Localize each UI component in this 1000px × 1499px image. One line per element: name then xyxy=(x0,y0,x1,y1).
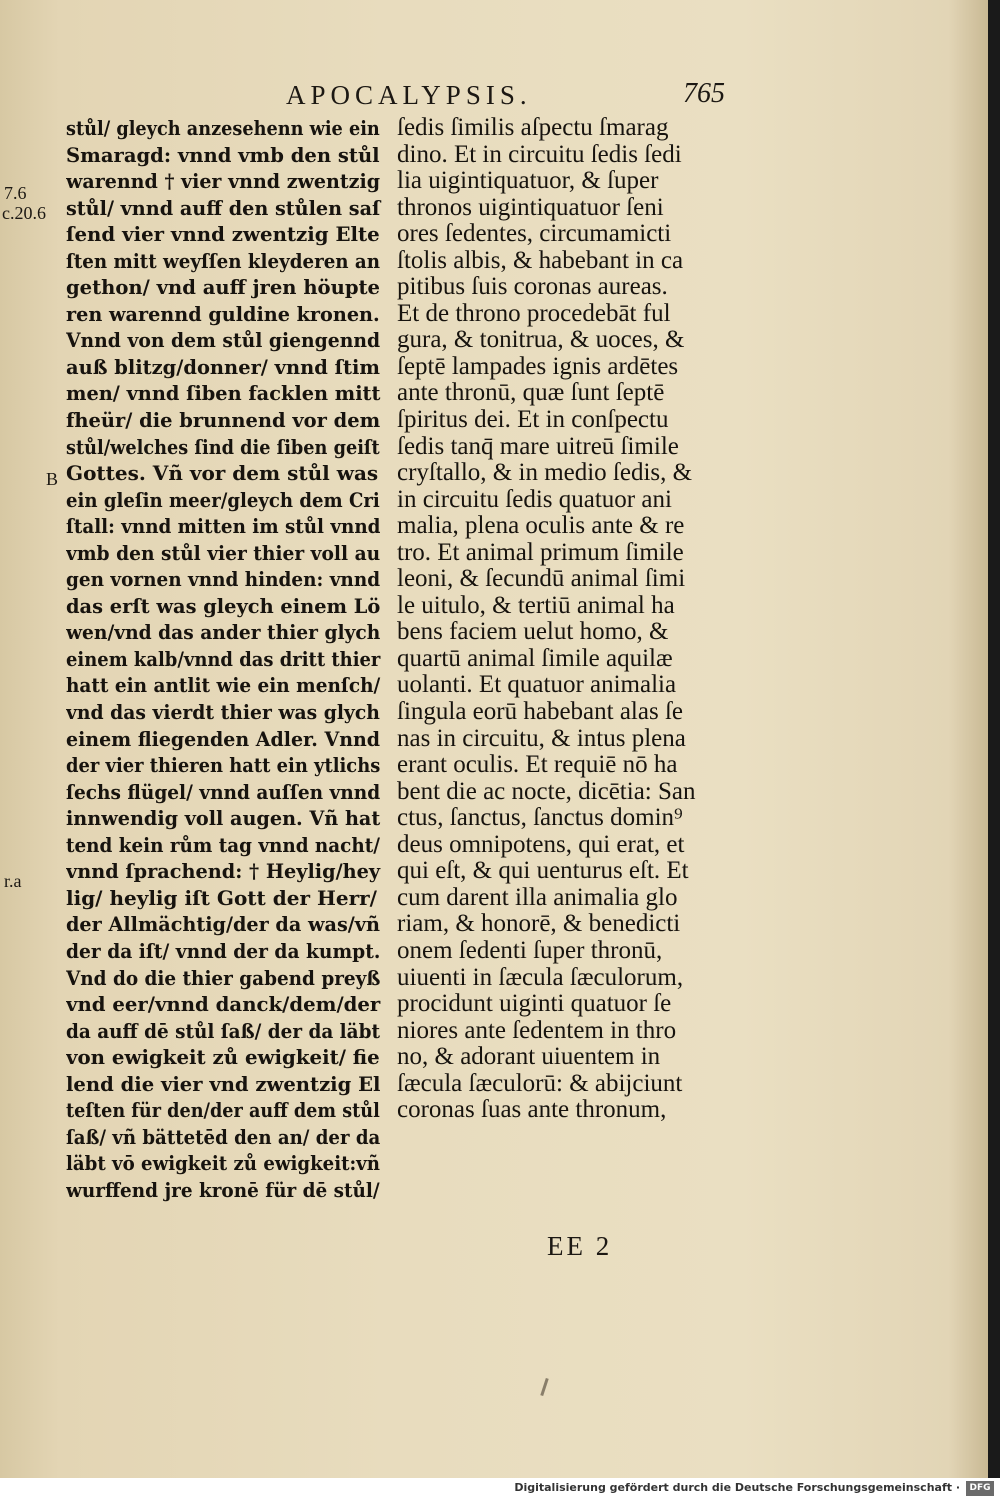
text-line: Vnnd von dem stůl giengennd xyxy=(66,328,381,353)
text-line: läbt vō ewigkeit zů ewigkeit:vñ xyxy=(66,1151,380,1176)
text-line: coronas ſuas ante thronum, xyxy=(397,1097,667,1124)
text-line: tro. Et animal primum ſimile xyxy=(397,539,684,566)
text-line: bent die ac nocte, dicētia: San xyxy=(397,778,696,805)
text-line: warennd † vier vnnd zwentzig xyxy=(66,169,380,194)
text-line: einem kalb/vnnd das dritt thier xyxy=(66,646,381,671)
text-line: lia uigintiquatuor, & ſuper xyxy=(397,168,659,195)
text-line: einem fliegenden Adler. Vnnd xyxy=(66,726,381,751)
text-line: der vier thieren hatt ein ytlichs xyxy=(66,753,381,778)
text-line: lig/ heylig iſt Gott der Herr/ xyxy=(66,885,377,910)
text-line: vnnd ſprachend: † Heylig/hey xyxy=(66,859,381,884)
text-line: ſedis ſimilis aſpectu ſmarag xyxy=(397,115,669,141)
text-line: Vnd do die thier gabend preyß xyxy=(66,965,381,990)
text-line: der Allmächtig/der da was/vñ xyxy=(66,912,380,937)
text-line: erant oculis. Et requiē nō ha xyxy=(397,752,678,779)
text-line: riam, & honorē, & benedicti xyxy=(397,911,681,938)
text-line: Gottes. Vñ vor dem stůl was xyxy=(66,461,379,486)
text-line: ſpiritus dei. Et in conſpectu xyxy=(397,407,669,434)
text-line: leoni, & ſecundū animal ſimi xyxy=(397,566,686,593)
text-line: ſtolis albis, & habebant in ca xyxy=(397,247,684,274)
text-line: wurffend jre kronē für dē stůl/ xyxy=(66,1177,380,1202)
text-line: le uitulo, & tertiū animal ha xyxy=(397,592,675,619)
text-line: ſechs flügel/ vnnd auſſen vnnd xyxy=(66,779,381,804)
text-line: ores ſedentes, circumamicti xyxy=(397,221,672,248)
text-line: qui eſt, & qui uenturus eſt. Et xyxy=(397,858,689,885)
text-line: ſend vier vnnd zwentzig Elte xyxy=(66,222,380,247)
text-line: bens faciem uelut homo, & xyxy=(397,619,669,646)
text-line: ſaß/ vñ bättetēd den an/ der da xyxy=(66,1124,381,1149)
text-line: lend die vier vnd zwentzig El xyxy=(66,1071,381,1096)
page-number: 765 xyxy=(683,78,725,109)
text-line: von ewigkeit zů ewigkeit/ fie xyxy=(66,1045,380,1070)
german-text-column xyxy=(66,115,384,1203)
text-line: ren warennd guldine kronen. xyxy=(66,301,380,326)
text-line: hatt ein antlit wie ein menſch/ xyxy=(66,673,381,698)
text-line: thronos uigintiquatuor ſeni xyxy=(397,194,664,221)
text-line: cryſtallo, & in medio ſedis, & xyxy=(397,460,693,487)
text-line: stůl/welches ſind die ſiben geiſt xyxy=(66,434,380,459)
text-line: malia, plena oculis ante & re xyxy=(397,513,685,540)
text-line: ſingula eorū habebant alas ſe xyxy=(397,699,683,726)
margin-note: c.20.6 xyxy=(2,203,46,223)
latin-text-column xyxy=(397,115,719,1124)
text-line: teſten für den/der auff dem stůl xyxy=(66,1098,380,1123)
text-line: cum darent illa animalia glo xyxy=(397,884,678,911)
signature-mark: EE 2 xyxy=(547,1231,613,1261)
ink-mark xyxy=(540,1378,548,1396)
text-line: stůl/ vnnd auff den stůlen saſ xyxy=(66,195,381,220)
text-line: gethon/ vnd auff jren höupte xyxy=(66,275,380,300)
text-line: uiuenti in ſæcula ſæculorum, xyxy=(397,964,684,991)
text-line: das erſt was gleych einem Lö xyxy=(66,593,381,618)
text-line: uolanti. Et quatuor animalia xyxy=(397,672,677,699)
text-line: niores ante ſedentem in thro xyxy=(397,1017,677,1044)
text-line: der da iſt/ vnnd der da kumpt. xyxy=(66,938,381,963)
text-line: pitibus ſuis coronas aureas. xyxy=(397,274,668,301)
running-title: APOCALYPSIS. xyxy=(286,80,532,110)
text-line: ſedis tanq̄ mare uitreū ſimile xyxy=(397,433,679,460)
text-line: quartū animal ſimile aquilæ xyxy=(397,645,673,672)
text-line: tend kein rům tag vnnd nacht/ xyxy=(66,832,380,857)
scan-edge xyxy=(988,0,1000,1478)
text-line: ſten mitt weyſſen kleyderen an xyxy=(66,248,381,273)
text-line: ſeptē lampades ignis ardētes xyxy=(397,353,679,380)
margin-note: 7.6 xyxy=(4,183,27,203)
text-line: nas in circuitu, & intus plena xyxy=(397,725,686,752)
text-line: vnd eer/vnnd danck/dem/der xyxy=(66,992,381,1017)
text-line: in circuitu ſedis quatuor ani xyxy=(397,486,672,513)
margin-note: B xyxy=(46,469,59,489)
text-line: innwendig voll augen. Vñ hat xyxy=(66,806,381,831)
text-line: ſæcula ſæculorū: & abijciunt xyxy=(397,1070,683,1097)
text-line: procidunt uiginti quatuor ſe xyxy=(397,991,672,1018)
text-line: da auff dē stůl ſaß/ der da läbt xyxy=(66,1018,380,1043)
text-line: onem ſedenti ſuper thronū, xyxy=(397,937,663,964)
text-line: vmb den stůl vier thier voll au xyxy=(66,540,381,565)
text-line: gura, & tonitrua, & uoces, & xyxy=(397,327,685,354)
text-line: ein gleſin meer/gleych dem Cri xyxy=(66,487,380,512)
text-line: no, & adorant uiuentem in xyxy=(397,1044,661,1071)
text-line: stůl/ gleych anzesehenn wie ein xyxy=(66,116,380,140)
text-line: men/ vnnd ſiben facklen mitt xyxy=(66,381,381,406)
margin-note: r.a xyxy=(4,871,22,891)
footer-bar xyxy=(0,1478,1000,1499)
text-line: fheür/ die brunnend vor dem xyxy=(66,408,381,433)
footer-credit: Digitalisierung gefördert durch die Deutsche Forschungsgemeinschaft · xyxy=(514,1481,960,1494)
dfg-logo-icon: DFG xyxy=(966,1481,994,1496)
text-line: wen/vnd das ander thier glych xyxy=(66,620,381,645)
text-line: Et de throno procedebāt ful xyxy=(397,300,671,327)
text-line: Smaragd: vnnd vmb den stůl xyxy=(66,142,380,167)
text-line: ante thronū, quæ ſunt ſeptē xyxy=(397,380,665,407)
text-line: ſtall: vnnd mitten im stůl vnnd xyxy=(66,514,381,539)
text-line: auß blitzg/donner/ vnnd ſtim xyxy=(66,354,380,379)
text-line: gen vornen vnnd hinden: vnnd xyxy=(66,567,381,592)
text-line: vnd das vierdt thier was glych xyxy=(66,700,380,725)
text-line: dino. Et in circuitu ſedis ſedi xyxy=(397,141,682,168)
text-line: deus omnipotens, qui erat, et xyxy=(397,831,685,858)
text-line: ctus, ſanctus, ſanctus domin⁹ xyxy=(397,805,683,832)
